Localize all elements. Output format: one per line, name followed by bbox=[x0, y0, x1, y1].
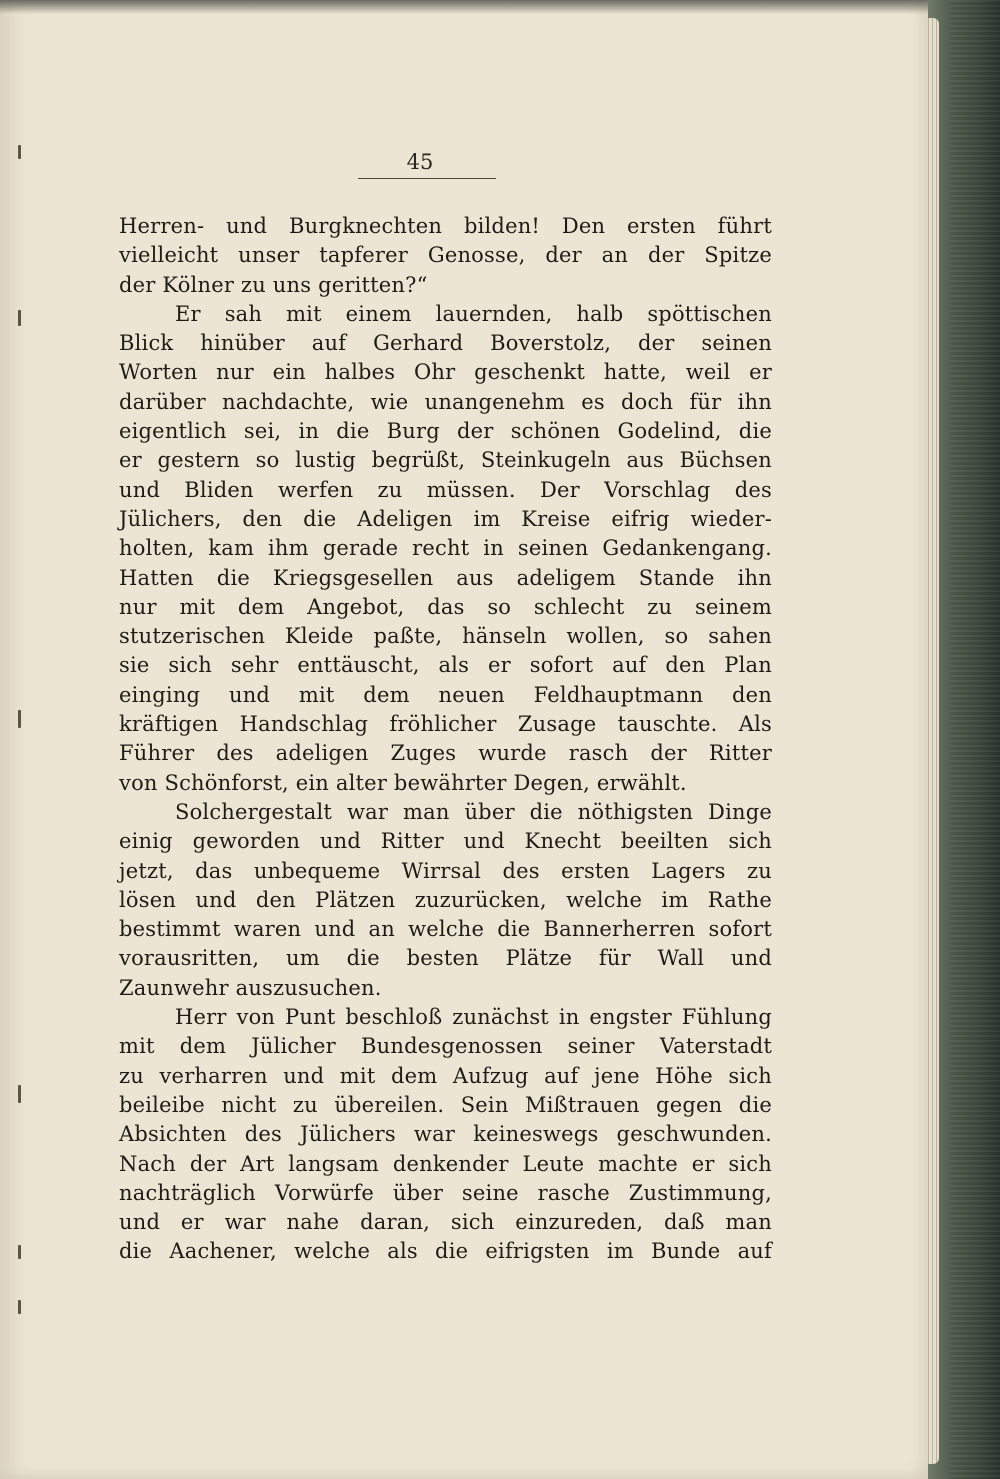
text-line: darüber nachdachte, wie unangenehm es doch für ihn bbox=[119, 389, 772, 414]
text-line: und Bliden werfen zu müssen. Der Vorschlag des bbox=[119, 477, 772, 502]
text-line: nur mit dem Angebot, das so schlecht zu seinem bbox=[119, 594, 772, 619]
text-line: nachträglich Vorwürfe über seine rasche Zustimmung, bbox=[119, 1180, 772, 1205]
text-line: stutzerischen Kleide paßte, hänseln wollen, so sahen bbox=[119, 624, 772, 649]
text-line: Herren- und Burgknechten bilden! Den ersten führt bbox=[119, 214, 772, 238]
header-rule bbox=[358, 178, 496, 179]
text-line: zu verharren und mit dem Aufzug auf jene Höhe sich bbox=[119, 1063, 772, 1088]
text-line: jetzt, das unbequeme Wirrsal des ersten Lagers zu bbox=[119, 858, 772, 883]
binding-stitch-mark bbox=[18, 1245, 21, 1259]
text-line: die Aachener, welche als die eifrigsten im Bunde auf bbox=[119, 1239, 772, 1264]
text-line: Hatten die Kriegsgesellen aus adeligem Stande ihn bbox=[119, 565, 772, 590]
binding-stitch-mark bbox=[18, 1300, 21, 1314]
text-line: Absichten des Jülichers war keineswegs geschwunden. bbox=[119, 1122, 772, 1147]
text-line: beileibe nicht zu übereilen. Sein Mißtrauen gegen die bbox=[119, 1092, 772, 1117]
page-top-shadow bbox=[0, 0, 928, 14]
page-number: 45 bbox=[406, 150, 434, 174]
text-line: er gestern so lustig begrüßt, Steinkugeln aus Büchsen bbox=[119, 448, 772, 473]
text-line: sie sich sehr enttäuscht, als er sofort auf den Plan bbox=[119, 653, 772, 678]
text-line: und er war nahe daran, sich einzureden, daß man bbox=[119, 1210, 772, 1235]
text-line: lösen und den Plätzen zuzurücken, welche im Rathe bbox=[119, 887, 772, 912]
binding-stitch-mark bbox=[18, 310, 21, 326]
text-line: einig geworden und Ritter und Knecht beeilten sich bbox=[119, 829, 772, 854]
binding-stitch-mark bbox=[18, 710, 21, 728]
text-line: Jülichers, den die Adeligen im Kreise eifrig wieder- bbox=[119, 506, 772, 531]
text-line: Solchergestalt war man über die nöthigsten Dinge bbox=[175, 799, 772, 824]
body-text bbox=[119, 212, 772, 1267]
text-line: der Kölner zu uns geritten?“ bbox=[119, 272, 428, 297]
text-line: Führer des adeligen Zuges wurde rasch der Ritter bbox=[119, 741, 772, 766]
text-line: Worten nur ein halbes Ohr geschenkt hatte, weil er bbox=[119, 360, 772, 385]
text-line: bestimmt waren und an welche die Bannerherren sofort bbox=[119, 917, 772, 942]
text-line: von Schönforst, ein alter bewährter Degen, erwählt. bbox=[119, 770, 687, 795]
text-line: Zaunwehr auszusuchen. bbox=[119, 975, 382, 1000]
text-line: eigentlich sei, in die Burg der schönen Godelind, die bbox=[119, 419, 772, 444]
binding-stitch-mark bbox=[18, 1085, 21, 1103]
text-line: Herr von Punt beschloß zunächst in engster Fühlung bbox=[175, 1005, 772, 1030]
text-line: Er sah mit einem lauernden, halb spöttischen bbox=[175, 301, 772, 326]
text-line: Nach der Art langsam denkender Leute machte er sich bbox=[119, 1151, 772, 1176]
text-line: holten, kam ihm gerade recht in seinen Gedankengang. bbox=[119, 536, 772, 561]
text-line: vorausritten, um die besten Plätze für Wall und bbox=[119, 946, 772, 971]
text-line: kräftigen Handschlag fröhlicher Zusage tauschte. Als bbox=[119, 712, 772, 737]
text-line: einging und mit dem neuen Feldhauptmann den bbox=[119, 682, 772, 707]
text-line: mit dem Jülicher Bundesgenossen seiner Vaterstadt bbox=[119, 1034, 772, 1059]
cover-cloth-texture bbox=[950, 0, 1000, 1479]
text-line: vielleicht unser tapferer Genosse, der an der Spitze bbox=[119, 243, 772, 268]
text-line: Blick hinüber auf Gerhard Boverstolz, der seinen bbox=[119, 331, 772, 356]
